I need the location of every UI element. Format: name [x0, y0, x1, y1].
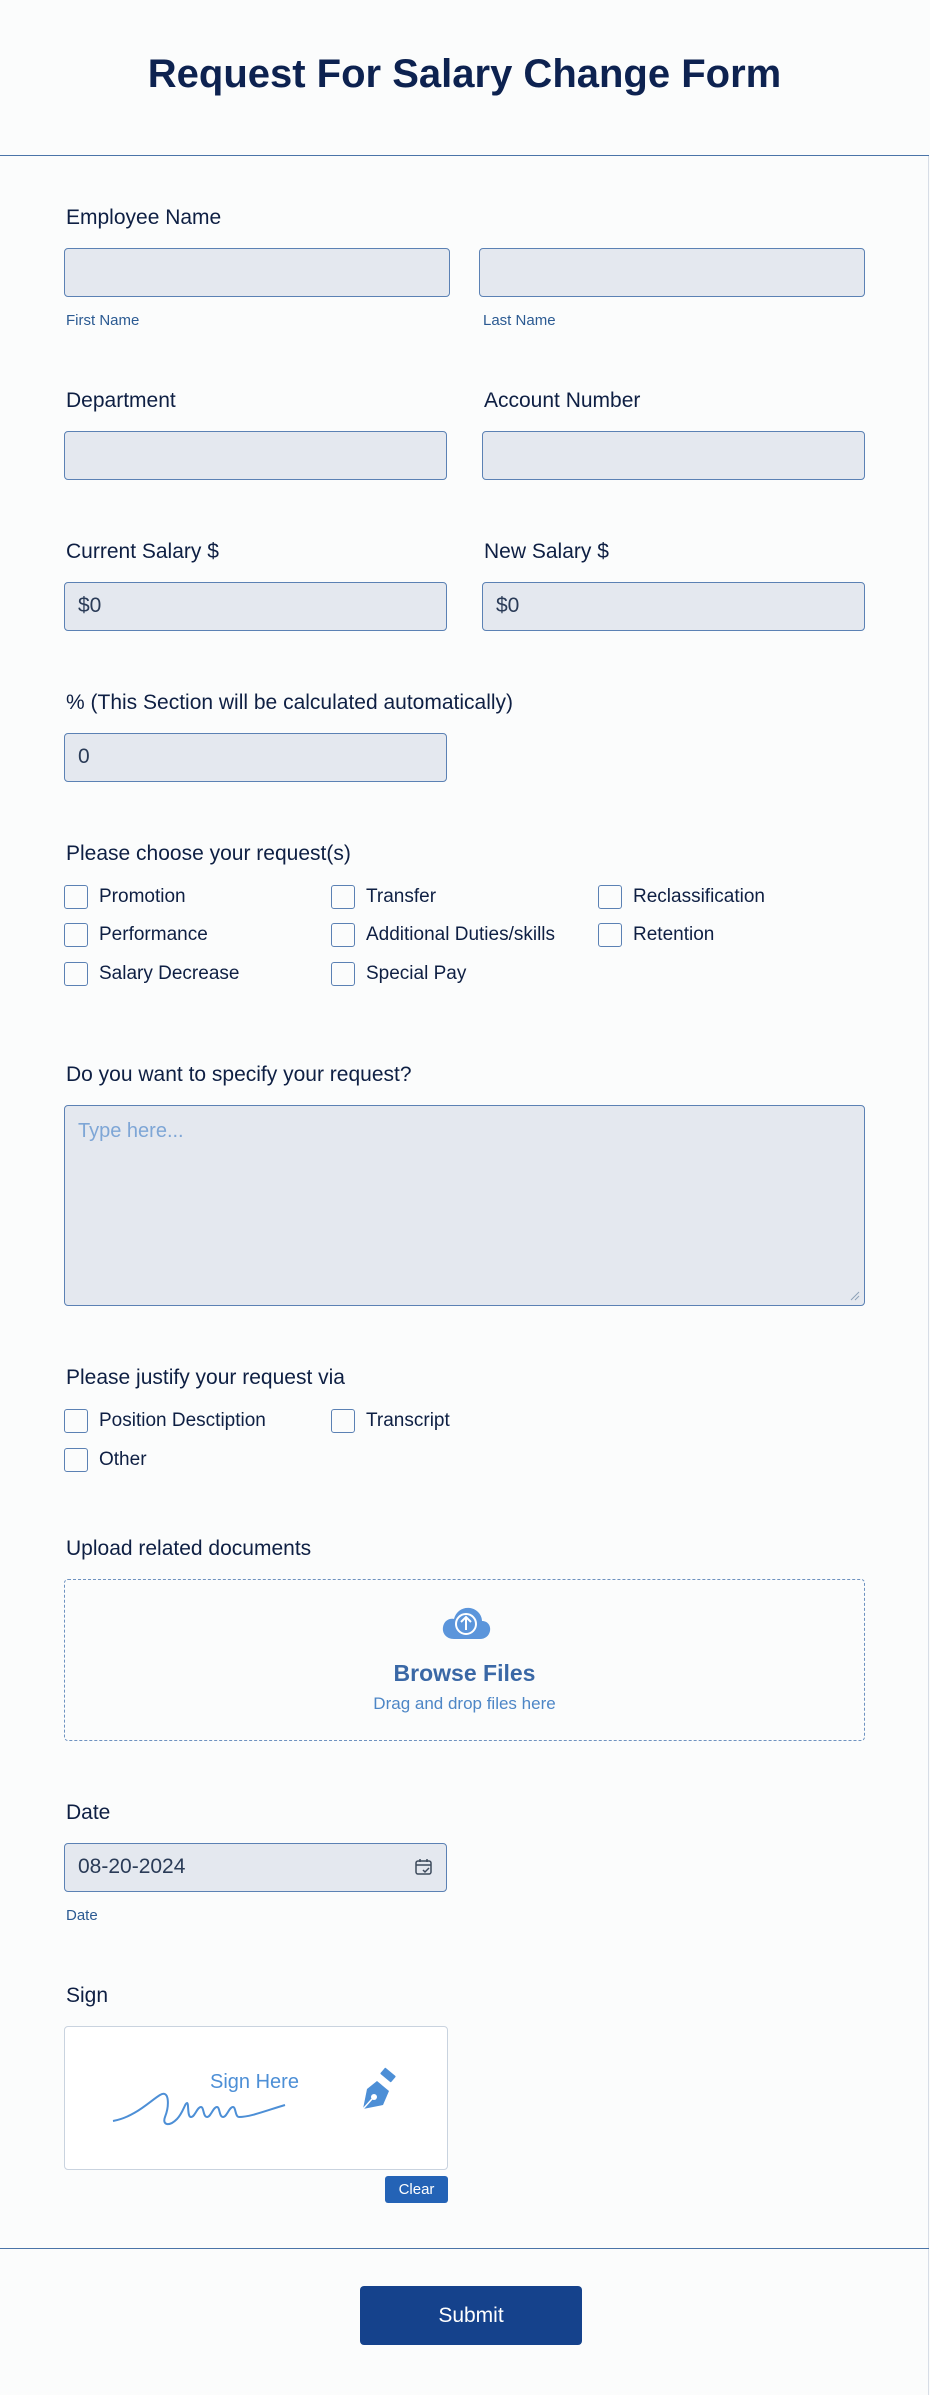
footer-divider — [0, 2248, 929, 2249]
justify-label: Please justify your request via — [66, 1366, 345, 1389]
date-input[interactable] — [64, 1843, 447, 1892]
new-salary-input[interactable]: $0 — [482, 582, 865, 631]
last-name-input[interactable] — [479, 248, 865, 297]
checkbox-option-promotion[interactable] — [64, 884, 186, 910]
checkbox-option-performance[interactable] — [64, 922, 208, 948]
checkbox-label: Reclassification — [633, 886, 765, 907]
current-salary-input[interactable]: $0 — [64, 582, 447, 631]
resize-handle-icon[interactable] — [850, 1291, 860, 1301]
new-salary-label: New Salary $ — [484, 540, 609, 563]
first-name-sublabel: First Name — [66, 312, 140, 329]
checkbox-label: Promotion — [99, 886, 186, 907]
department-label: Department — [66, 389, 176, 412]
signature-pad[interactable] — [64, 2026, 448, 2170]
account-number-input[interactable] — [482, 431, 865, 480]
specify-placeholder: Type here... — [78, 1120, 184, 1142]
checkbox-option-other[interactable] — [64, 1447, 147, 1473]
checkbox[interactable] — [331, 885, 355, 909]
pen-nib-icon — [357, 2067, 403, 2113]
checkbox-option-salary-decrease[interactable] — [64, 961, 239, 987]
current-salary-label: Current Salary $ — [66, 540, 219, 563]
checkbox-label: Position Desctiption — [99, 1410, 266, 1431]
checkbox-option-transfer[interactable] — [331, 884, 436, 910]
date-label: Date — [66, 1801, 111, 1824]
checkbox-label: Additional Duties/skills — [366, 924, 556, 945]
checkbox-label: Other — [99, 1449, 147, 1470]
checkbox-label: Performance — [99, 924, 208, 945]
checkbox[interactable] — [64, 885, 88, 909]
checkbox-option-special-pay[interactable] — [331, 961, 466, 987]
file-upload-dropzone[interactable] — [64, 1579, 865, 1741]
checkbox-option-additional-duties[interactable] — [331, 922, 555, 948]
upload-label: Upload related documents — [66, 1537, 312, 1560]
checkbox-label: Salary Decrease — [99, 963, 240, 984]
checkbox[interactable] — [331, 923, 355, 947]
first-name-input[interactable] — [64, 248, 450, 297]
checkbox[interactable] — [64, 923, 88, 947]
checkbox-label: Retention — [633, 924, 715, 945]
calendar-icon[interactable] — [414, 1857, 434, 1877]
checkbox[interactable] — [331, 1409, 355, 1433]
specify-label: Do you want to specify your request? — [66, 1063, 412, 1086]
checkbox[interactable] — [64, 962, 88, 986]
checkbox-option-position-description[interactable] — [64, 1408, 266, 1434]
specify-textarea[interactable] — [64, 1105, 865, 1306]
requests-label: Please choose your request(s) — [66, 842, 351, 865]
percent-label: % (This Section will be calculated automatically) — [66, 691, 514, 714]
browse-files-title[interactable]: Browse Files — [393, 1660, 536, 1686]
form-title: Request For Salary Change Form — [147, 52, 782, 96]
account-number-label: Account Number — [484, 389, 641, 412]
date-value: 08-20-2024 — [78, 1855, 186, 1878]
clear-signature-button[interactable]: Clear — [385, 2176, 448, 2203]
checkbox-label: Transcript — [366, 1410, 450, 1431]
checkbox-label: Special Pay — [366, 963, 467, 984]
sign-here-placeholder: Sign Here — [210, 2071, 299, 2093]
sign-label: Sign — [66, 1984, 109, 2007]
checkbox[interactable] — [64, 1448, 88, 1472]
checkbox-option-transcript[interactable] — [331, 1408, 450, 1434]
checkbox[interactable] — [64, 1409, 88, 1433]
submit-button[interactable]: Submit — [360, 2286, 582, 2345]
date-sublabel: Date — [66, 1907, 98, 1924]
checkbox[interactable] — [331, 962, 355, 986]
checkbox-label: Transfer — [366, 886, 437, 907]
checkbox-option-reclassification[interactable] — [598, 884, 765, 910]
form-header — [0, 0, 929, 156]
checkbox[interactable] — [598, 923, 622, 947]
employee-name-label: Employee Name — [66, 206, 222, 229]
checkbox-option-retention[interactable] — [598, 922, 714, 948]
last-name-sublabel: Last Name — [483, 312, 556, 329]
drag-drop-hint: Drag and drop files here — [373, 1694, 556, 1713]
department-input[interactable] — [64, 431, 447, 480]
cloud-upload-icon — [441, 1605, 491, 1641]
checkbox[interactable] — [598, 885, 622, 909]
percent-input[interactable]: 0 — [64, 733, 447, 782]
